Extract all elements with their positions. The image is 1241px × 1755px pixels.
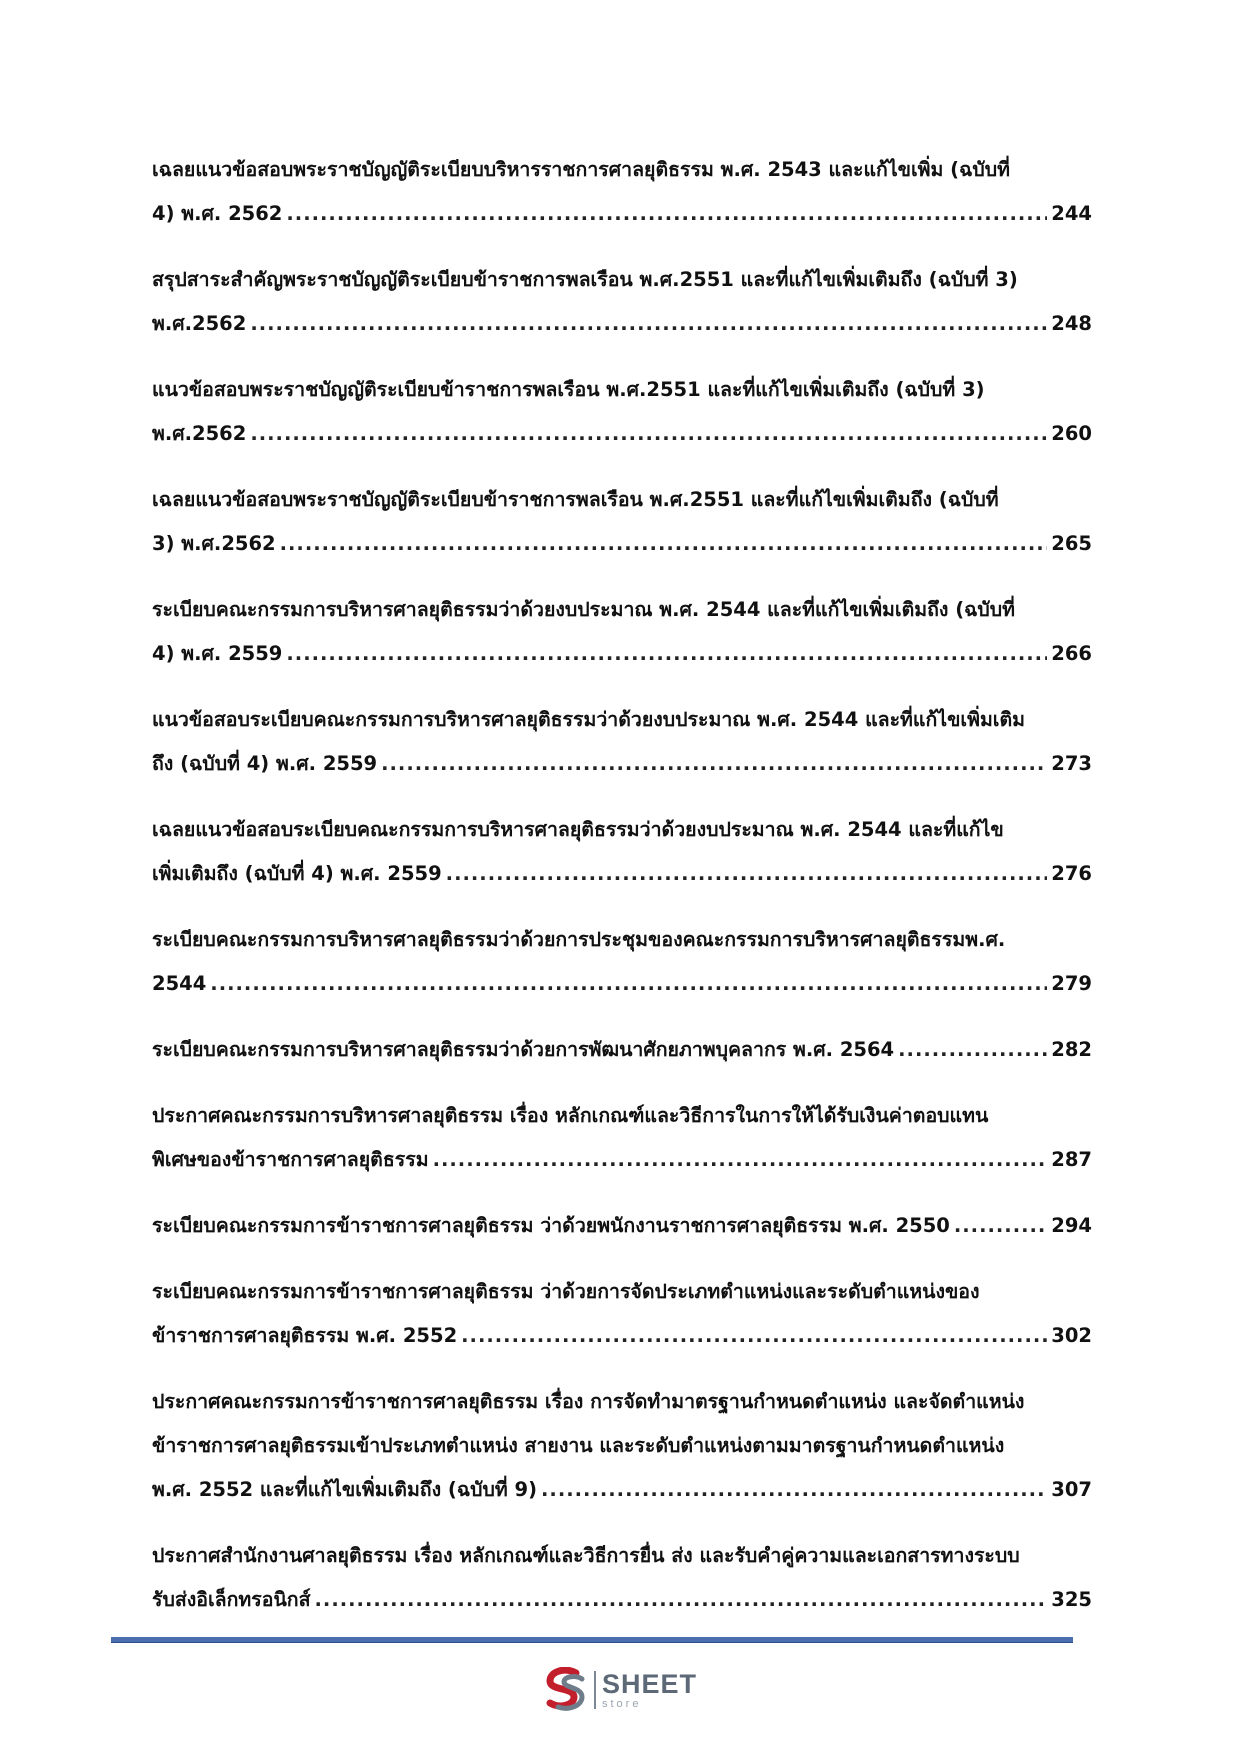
dot-leader bbox=[433, 1138, 1048, 1182]
dot-leader bbox=[286, 192, 1047, 236]
toc-entry[interactable] bbox=[152, 1534, 1092, 1622]
toc-entry-text: ประกาศคณะกรรมการข้าราชการศาลยุติธรรม เรื่อง การจัดทำมาตรฐานกำหนดตำแหน่ง และจัดตำแหน่ง bbox=[152, 1390, 1025, 1413]
toc-entry-last-line bbox=[152, 852, 1092, 896]
toc-entry-text: เฉลยแนวข้อสอบระเบียบคณะกรรมการบริหารศาลยุติธรรมว่าด้วยงบประมาณ พ.ศ. 2544 และที่แก้ไข bbox=[152, 818, 1004, 841]
table-of-contents bbox=[152, 148, 1092, 1642]
toc-entry[interactable] bbox=[152, 588, 1092, 676]
toc-entry-text: ระเบียบคณะกรรมการบริหารศาลยุติธรรมว่าด้วยการพัฒนาศักยภาพบุคลากร พ.ศ. 2564 bbox=[152, 1038, 895, 1061]
toc-entry[interactable] bbox=[152, 148, 1092, 236]
toc-entry[interactable] bbox=[152, 478, 1092, 566]
toc-entry-text: 4) พ.ศ. 2562 bbox=[152, 202, 283, 225]
toc-entry-text: ระเบียบคณะกรรมการบริหารศาลยุติธรรมว่าด้วยการประชุมของคณะกรรมการบริหารศาลยุติธรรมพ.ศ. bbox=[152, 928, 1006, 951]
toc-entry-last-line bbox=[152, 1468, 1092, 1512]
toc-entry-last-line bbox=[152, 522, 1092, 566]
dot-leader bbox=[210, 962, 1047, 1006]
toc-entry-last-line bbox=[152, 192, 1092, 236]
toc-entry-text: ระเบียบคณะกรรมการบริหารศาลยุติธรรมว่าด้วยงบประมาณ พ.ศ. 2544 และที่แก้ไขเพิ่มเติมถึง (ฉบับที่ bbox=[152, 598, 1016, 621]
toc-entry-text: แนวข้อสอบพระราชบัญญัติระเบียบข้าราชการพลเรือน พ.ศ.2551 และที่แก้ไขเพิ่มเติมถึง (ฉบับที่ 3) bbox=[152, 378, 985, 401]
toc-entry-text: ข้าราชการศาลยุติธรรมเข้าประเภทตำแหน่ง สายงาน และระดับตำแหน่งตามมาตรฐานกำหนดตำแหน่ง bbox=[152, 1434, 1005, 1457]
toc-entry-last-line bbox=[152, 302, 1092, 346]
dot-leader bbox=[461, 1314, 1047, 1358]
toc-entry-text: สรุปสาระสำคัญพระราชบัญญัติระเบียบข้าราชการพลเรือน พ.ศ.2551 และที่แก้ไขเพิ่มเติมถึง (ฉบับที่ 3) bbox=[152, 268, 1018, 291]
toc-entry-text: รับส่งอิเล็กทรอนิกส์ bbox=[152, 1588, 311, 1611]
toc-entry-text: พ.ศ.2562 bbox=[152, 312, 247, 335]
toc-entry-text: 4) พ.ศ. 2559 bbox=[152, 642, 283, 665]
ss-monogram-icon bbox=[540, 1667, 590, 1713]
dot-leader bbox=[250, 412, 1047, 456]
dot-leader bbox=[954, 1204, 1047, 1248]
logo-subtext: store bbox=[602, 1697, 642, 1710]
toc-entry-text: 2544 bbox=[152, 972, 207, 995]
toc-entry-last-line bbox=[152, 962, 1092, 1006]
toc-entry[interactable] bbox=[152, 1204, 1092, 1248]
toc-entry-text: ระเบียบคณะกรรมการข้าราชการศาลยุติธรรม ว่าด้วยการจัดประเภทตำแหน่งและระดับตำแหน่งของ bbox=[152, 1280, 980, 1303]
toc-entry-text: พ.ศ.2562 bbox=[152, 422, 247, 445]
toc-entry-text: เพิ่มเติมถึง (ฉบับที่ 4) พ.ศ. 2559 bbox=[152, 862, 442, 885]
toc-page-number: 325 bbox=[1051, 1588, 1092, 1611]
toc-entry-last-line bbox=[152, 1314, 1092, 1358]
toc-entry-text: 3) พ.ศ.2562 bbox=[152, 532, 276, 555]
toc-entry[interactable] bbox=[152, 1094, 1092, 1182]
toc-entry[interactable] bbox=[152, 808, 1092, 896]
dot-leader bbox=[381, 742, 1047, 786]
footer-rule bbox=[111, 1637, 1073, 1643]
logo-wordmark bbox=[602, 1668, 698, 1710]
toc-entry-text: ข้าราชการศาลยุติธรรม พ.ศ. 2552 bbox=[152, 1324, 458, 1347]
logo-divider bbox=[594, 1671, 596, 1709]
toc-entry-text: แนวข้อสอบระเบียบคณะกรรมการบริหารศาลยุติธรรมว่าด้วยงบประมาณ พ.ศ. 2544 และที่แก้ไขเพิ่มเติม bbox=[152, 708, 1025, 731]
dot-leader bbox=[286, 632, 1047, 676]
toc-entry[interactable] bbox=[152, 918, 1092, 1006]
toc-entry[interactable] bbox=[152, 698, 1092, 786]
toc-page-number: 276 bbox=[1051, 862, 1092, 885]
toc-entry[interactable] bbox=[152, 1380, 1092, 1512]
toc-entry-text: ประกาศคณะกรรมการบริหารศาลยุติธรรม เรื่อง หลักเกณฑ์และวิธีการในการให้ได้รับเงินค่าตอบแทน bbox=[152, 1104, 989, 1127]
toc-page-number: 287 bbox=[1051, 1148, 1092, 1171]
dot-leader bbox=[898, 1028, 1047, 1072]
toc-entry-last-line bbox=[152, 412, 1092, 456]
toc-entry-last-line bbox=[152, 632, 1092, 676]
toc-entry[interactable] bbox=[152, 1270, 1092, 1358]
toc-page-number: 273 bbox=[1051, 752, 1092, 775]
toc-page-number: 265 bbox=[1051, 532, 1092, 555]
toc-page-number: 260 bbox=[1051, 422, 1092, 445]
toc-entry-last-line bbox=[152, 742, 1092, 786]
dot-leader bbox=[280, 522, 1048, 566]
toc-entry-text: พิเศษของข้าราชการศาลยุติธรรม bbox=[152, 1148, 429, 1171]
toc-entry[interactable] bbox=[152, 368, 1092, 456]
dot-leader bbox=[446, 852, 1048, 896]
toc-entry-last-line bbox=[152, 1204, 1092, 1248]
dot-leader bbox=[250, 302, 1047, 346]
toc-entry-last-line bbox=[152, 1138, 1092, 1182]
toc-page-number: 279 bbox=[1051, 972, 1092, 995]
toc-page-number: 248 bbox=[1051, 312, 1092, 335]
toc-page-number: 294 bbox=[1051, 1214, 1092, 1237]
toc-page-number: 302 bbox=[1051, 1324, 1092, 1347]
toc-entry-last-line bbox=[152, 1578, 1092, 1622]
toc-page-number: 282 bbox=[1051, 1038, 1092, 1061]
toc-entry-last-line bbox=[152, 1028, 1092, 1072]
toc-page-number: 244 bbox=[1051, 202, 1092, 225]
toc-entry[interactable] bbox=[152, 258, 1092, 346]
dot-leader bbox=[315, 1578, 1048, 1622]
toc-entry-text: ถึง (ฉบับที่ 4) พ.ศ. 2559 bbox=[152, 752, 378, 775]
logo-text: SHEET bbox=[602, 1668, 698, 1699]
toc-page-number: 307 bbox=[1051, 1478, 1092, 1501]
toc-entry-text: พ.ศ. 2552 และที่แก้ไขเพิ่มเติมถึง (ฉบับที่ 9) bbox=[152, 1478, 538, 1501]
toc-entry-text: เฉลยแนวข้อสอบพระราชบัญญัติระเบียบข้าราชการพลเรือน พ.ศ.2551 และที่แก้ไขเพิ่มเติมถึง (ฉบับที่ bbox=[152, 488, 999, 511]
dot-leader bbox=[541, 1468, 1047, 1512]
toc-entry-text: ระเบียบคณะกรรมการข้าราชการศาลยุติธรรม ว่าด้วยพนักงานราชการศาลยุติธรรม พ.ศ. 2550 bbox=[152, 1214, 950, 1237]
toc-entry-text: ประกาศสำนักงานศาลยุติธรรม เรื่อง หลักเกณฑ์และวิธีการยื่น ส่ง และรับคำคู่ความและเอกสารทางระบบ bbox=[152, 1544, 1020, 1567]
sheet-store-logo bbox=[540, 1667, 720, 1713]
toc-entry-text: เฉลยแนวข้อสอบพระราชบัญญัติระเบียบบริหารราชการศาลยุติธรรม พ.ศ. 2543 และแก้ไขเพิ่ม (ฉบับที่ bbox=[152, 158, 1010, 181]
toc-entry[interactable] bbox=[152, 1028, 1092, 1072]
toc-page-number: 266 bbox=[1051, 642, 1092, 665]
